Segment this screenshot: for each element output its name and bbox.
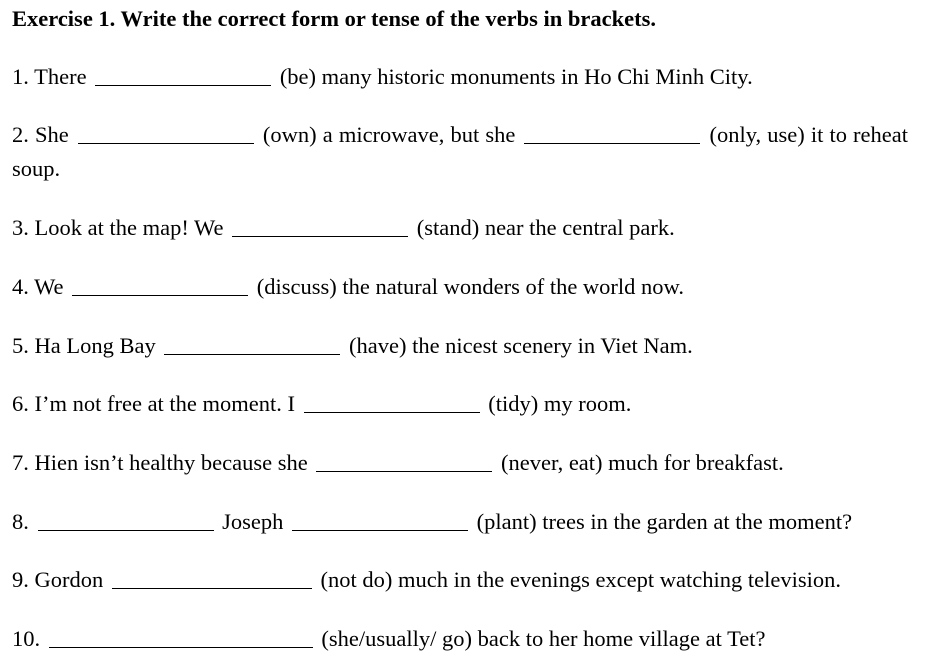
question-10-before: 10. <box>12 626 41 651</box>
answer-blank-3[interactable] <box>232 235 408 237</box>
worksheet-page <box>12 0 926 660</box>
question-5 <box>12 333 693 359</box>
question-2-after: (only, use) it to reheat soup. <box>12 122 908 181</box>
question-2-before: 2. She <box>12 122 69 147</box>
answer-blank-5[interactable] <box>164 353 340 355</box>
question-1-after: (be) many historic monuments in Ho Chi Minh City. <box>279 64 753 89</box>
answer-blank-8a[interactable] <box>38 529 214 531</box>
exercise-title: Exercise 1. Write the correct form or tense of the verbs in brackets. <box>12 6 656 31</box>
question-3 <box>12 215 675 241</box>
question-6 <box>12 391 631 417</box>
question-10-after: (she/usually/ go) back to her home village at Tet? <box>321 626 766 651</box>
answer-blank-9[interactable] <box>112 587 312 589</box>
question-9 <box>12 567 841 593</box>
question-1-before: 1. There <box>12 64 87 89</box>
question-1 <box>12 64 753 90</box>
question-9-after: (not do) much in the evenings except watching television. <box>320 567 841 592</box>
answer-blank-10[interactable] <box>49 646 313 648</box>
question-8-middle: Joseph <box>222 509 284 534</box>
question-3-after: (stand) near the central park. <box>416 215 675 240</box>
question-7-before: 7. Hien isn’t healthy because she <box>12 450 308 475</box>
question-7-after: (never, eat) much for breakfast. <box>501 450 784 475</box>
question-5-after: (have) the nicest scenery in Viet Nam. <box>348 333 693 358</box>
answer-blank-2a[interactable] <box>78 142 254 144</box>
question-6-after: (tidy) my room. <box>488 391 632 416</box>
question-10 <box>12 626 766 652</box>
question-4-before: 4. We <box>12 274 64 299</box>
answer-blank-8b[interactable] <box>292 529 468 531</box>
answer-blank-1[interactable] <box>95 84 271 86</box>
answer-blank-4[interactable] <box>72 294 248 296</box>
answer-blank-6[interactable] <box>304 411 480 413</box>
question-2 <box>12 118 908 186</box>
question-6-before: 6. I’m not free at the moment. I <box>12 391 296 416</box>
question-9-before: 9. Gordon <box>12 567 104 592</box>
answer-blank-7[interactable] <box>316 470 492 472</box>
question-7 <box>12 450 784 476</box>
answer-blank-2b[interactable] <box>524 142 700 144</box>
question-4 <box>12 274 684 300</box>
question-3-before: 3. Look at the map! We <box>12 215 224 240</box>
question-8 <box>12 509 852 535</box>
question-8-before: 8. <box>12 509 29 534</box>
question-4-after: (discuss) the natural wonders of the world now. <box>256 274 684 299</box>
question-8-after: (plant) trees in the garden at the moment? <box>476 509 853 534</box>
question-5-before: 5. Ha Long Bay <box>12 333 156 358</box>
question-2-middle: (own) a microwave, but she <box>262 122 516 147</box>
